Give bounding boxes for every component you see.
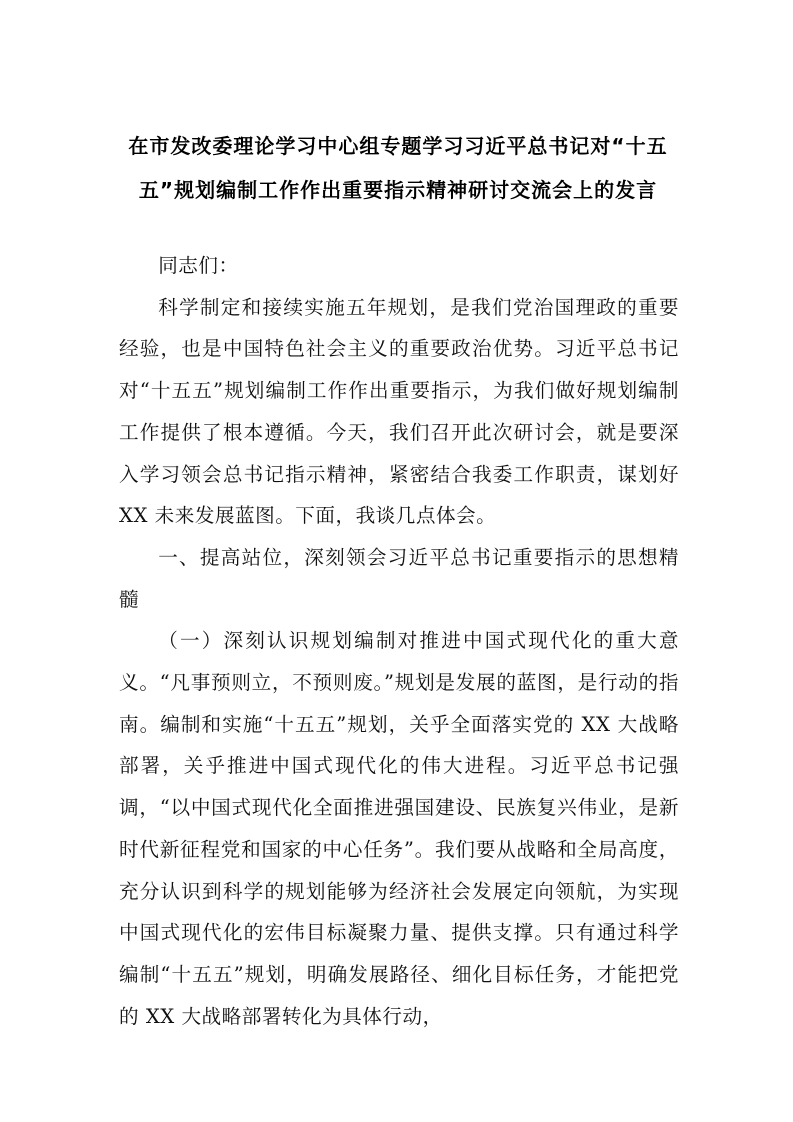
salutation: 同志们： [158,254,239,277]
section-heading-1: 一、提高站位，深刻领会习近平总书记重要指示的思想精髓 [119,545,679,611]
document-body [119,245,679,1037]
paragraph-intro: 科学制定和接续实施五年规划，是我们党治国理政的重要经验，也是中国特色社会主义的重要政治优势。习近平总书记对“十五五”规划编制工作作出重要指示，为我们做好规划编制工作提供了根本遵循。今天，我们召开此次研讨会，就是要深入学习领会总书记指示精神，紧密结合我委工作职责，谋划好 XX 未来发展蓝图。下面，我谈几点体会。 [119,295,679,528]
document-title: 在市发改委理论学习中心组专题学习习近平总书记对“十五五”规划编制工作作出重要指示精神研讨交流会上的发言 [128,134,668,202]
paragraph-subsection-1: （一）深刻认识规划编制对推进中国式现代化的重大意义。“凡事预则立，不预则废。”规划是发展的蓝图，是行动的指南。编制和实施“十五五”规划，关乎全面落实党的 XX 大战略部署，关乎推进中国式现代化的伟大进程。习近平总书记强调，“以中国式现代化全面推进强国建设、民族复兴伟业，是新时代新征程党和国家的中心任务”。我们要从战略和全局高度，充分认识到科学的规划能够为经济社会发展定向领航，为实现中国式现代化的宏伟目标凝聚力量、提供支撑。只有通过科学编制“十五五”规划，明确发展路径、细化目标任务，才能把党的 XX 大战略部署转化为具体行动， [119,629,679,1028]
